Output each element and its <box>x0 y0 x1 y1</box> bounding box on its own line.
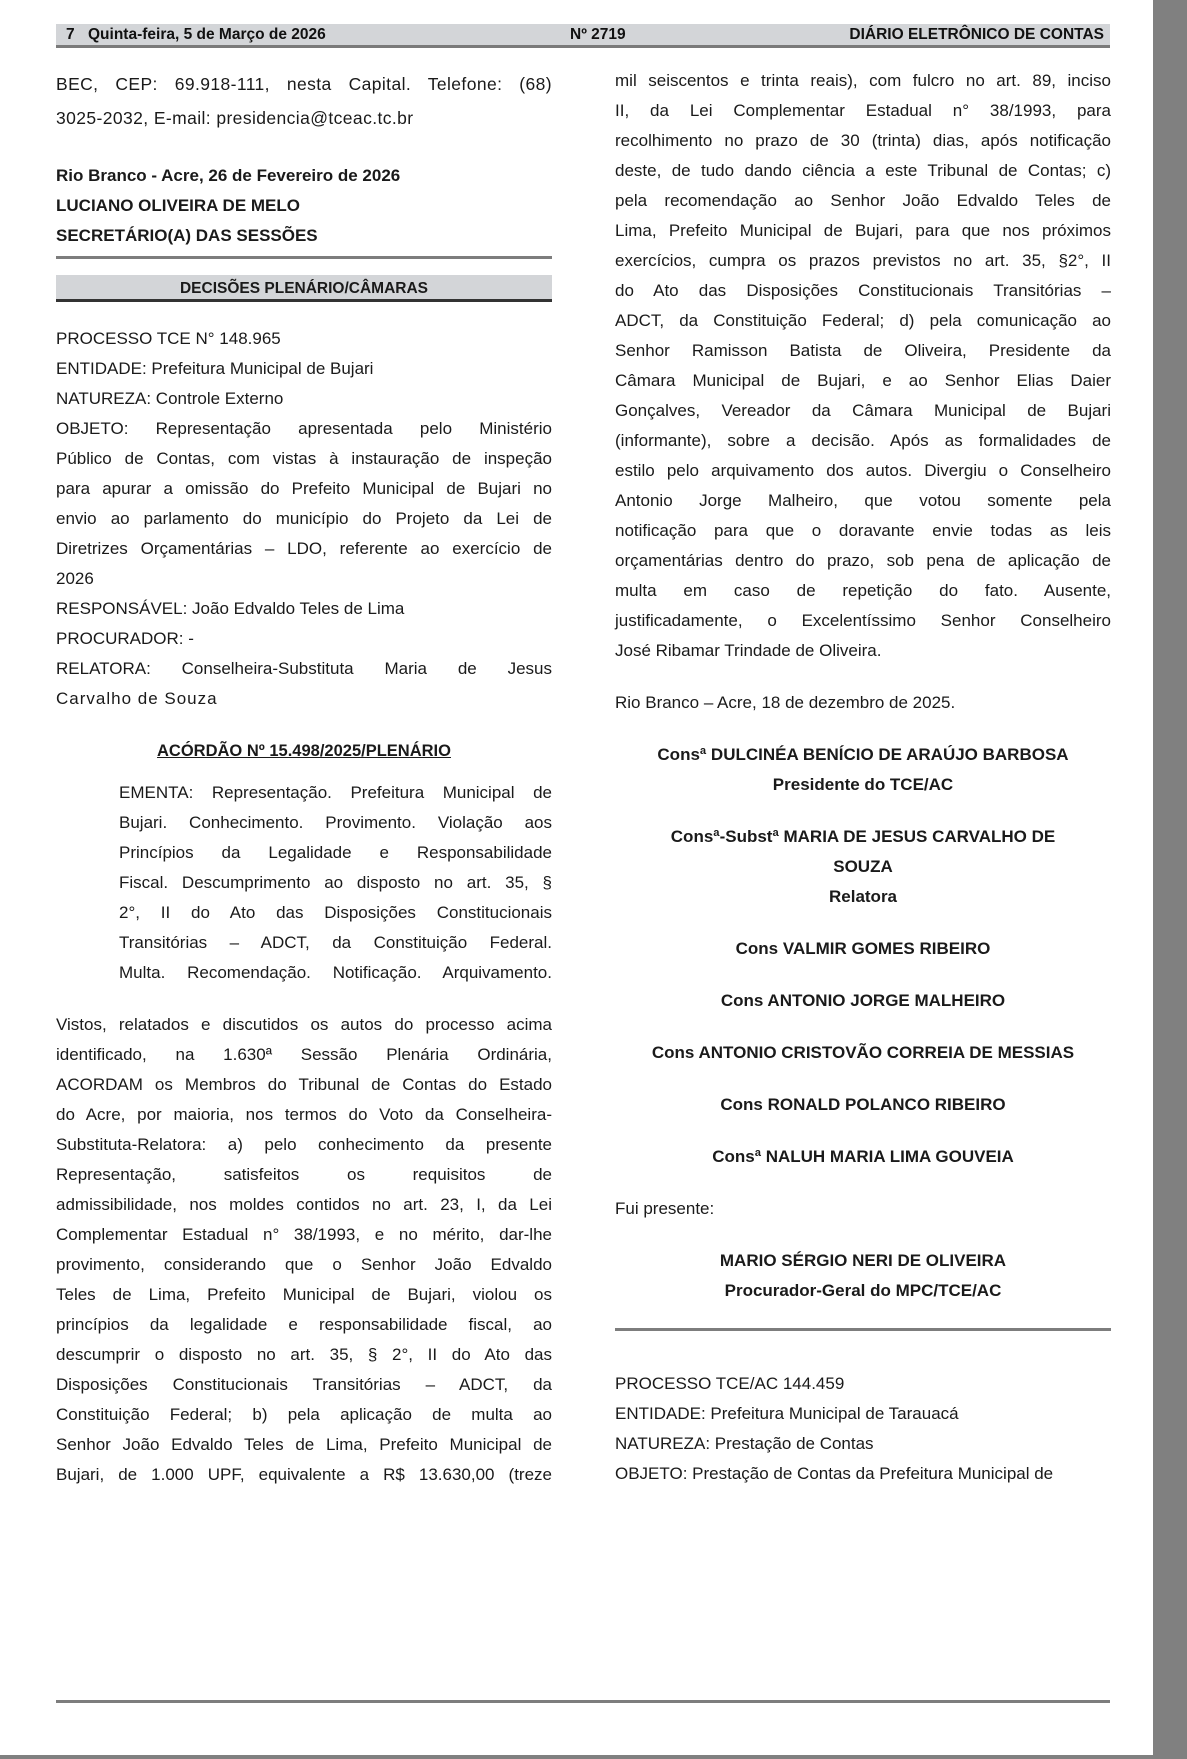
body-line: Disposições Constitucionais Transitórias – ADCT, da <box>56 1375 552 1395</box>
signoff-place-date: Rio Branco - Acre, 26 de Fevereiro de 2026 <box>56 166 401 186</box>
body-line: princípios da legalidade e responsabilidade fiscal, ao <box>56 1315 552 1335</box>
ementa-line: Transitórias – ADCT, da Constituição Federal. <box>119 933 552 953</box>
text-line: BEC, CEP: 69.918-111, nesta Capital. Telefone: (68) <box>56 74 552 94</box>
ementa-line: Multa. Recomendação. Notificação. Arquivamento. <box>119 963 552 983</box>
issue-date: Quinta-feira, 5 de Março de 2026 <box>88 25 326 43</box>
process-object-line: 2026 <box>56 569 94 589</box>
body-line: pela recomendação ao Senhor João Edvaldo Teles de <box>615 191 1111 210</box>
signatures <box>615 740 1111 1172</box>
page-number: 7 <box>66 25 75 43</box>
body-line: Bujari, de 1.000 UPF, equivalente a R$ 13.630,00 (treze <box>56 1465 552 1485</box>
present-label: Fui presente: <box>615 1199 715 1218</box>
body-line: Câmara Municipal de Bujari, e ao Senhor Elias Daier <box>615 371 1111 390</box>
body-line: deste, de tudo dando ciência a este Tribunal de Contas; c) <box>615 161 1111 180</box>
body-line: Vistos, relatados e discutidos os autos do processo acima <box>56 1015 552 1035</box>
process-rapporteur-line: Carvalho de Souza <box>56 689 218 709</box>
right-column <box>615 66 1111 1489</box>
signoff-name: LUCIANO OLIVEIRA DE MELO <box>56 196 300 216</box>
member-signature: Cons RONALD POLANCO RIBEIRO <box>720 1095 1006 1114</box>
text-line: 3025-2032, E-mail: presidencia@tceac.tc.br <box>56 107 414 128</box>
body-line: José Ribamar Trindade de Oliveira. <box>615 641 882 660</box>
body-line: mil seiscentos e trinta reais), com fulcro no art. 89, inciso <box>615 71 1111 90</box>
member-signature: Cons ANTONIO CRISTOVÃO CORREIA DE MESSIAS <box>651 1043 1075 1062</box>
president-role: Presidente do TCE/AC <box>772 775 954 794</box>
body-line: identificado, na 1.630ª Sessão Plenária Ordinária, <box>56 1045 552 1065</box>
next-process-number: PROCESSO TCE/AC 144.459 <box>615 1374 845 1393</box>
member-signature: Consª NALUH MARIA LIMA GOUVEIA <box>712 1147 1014 1166</box>
president-name: Consª DULCINÉA BENÍCIO DE ARAÚJO BARBOSA <box>657 745 1069 764</box>
body-line: recolhimento no prazo de 30 (trinta) dias, após notificação <box>615 131 1111 150</box>
contact-info <box>56 68 552 135</box>
decision-place-date: Rio Branco – Acre, 18 de dezembro de 2025. <box>615 693 956 712</box>
body-line: Complementar Estadual n° 38/1993, e no mérito, dar-lhe <box>56 1225 552 1245</box>
body-line: descumprir o disposto no art. 35, § 2°, II do Ato das <box>56 1345 552 1365</box>
page-header <box>56 24 1110 48</box>
acordao-title: ACÓRDÃO Nº 15.498/2025/PLENÁRIO <box>157 742 451 761</box>
ementa-line: Fiscal. Descumprimento ao disposto no art. 35, § <box>119 873 552 893</box>
process-object-line: para apurar a omissão do Prefeito Municipal de Bujari no <box>56 479 552 499</box>
page-footer-rule <box>56 1700 1110 1703</box>
next-process-object: OBJETO: Prestação de Contas da Prefeitura Municipal de <box>615 1464 1054 1483</box>
body-line: admissibilidade, nos moldes contidos no art. 23, I, da Lei <box>56 1195 552 1215</box>
section-title: DECISÕES PLENÁRIO/CÂMARAS <box>56 275 552 302</box>
body-line: notificação para que o doravante envie todas as leis <box>615 521 1111 540</box>
body-line: justificadamente, o Excelentíssimo Senhor Conselheiro <box>615 611 1111 630</box>
body-line: ADCT, da Constituição Federal; d) pela comunicação ao <box>615 311 1111 330</box>
process-object-line: envio ao parlamento do município do Projeto da Lei de <box>56 509 552 529</box>
ementa-line: EMENTA: Representação. Prefeitura Municipal de <box>119 783 552 803</box>
process-nature: NATUREZA: Controle Externo <box>56 389 284 409</box>
process-object-line: Público de Contas, com vistas à instauração de inspeção <box>56 449 552 469</box>
body-line: multa em caso de repetição do fato. Ausente, <box>615 581 1111 600</box>
body-line: Lima, Prefeito Municipal de Bujari, para que nos próximos <box>615 221 1111 240</box>
decision-body-continued <box>615 66 1111 666</box>
body-line: Substituta-Relatora: a) pelo conhecimento da presente <box>56 1135 552 1155</box>
process-object-line: OBJETO: Representação apresentada pelo Ministério <box>56 419 552 439</box>
rapporteur-name-cont: SOUZA <box>833 857 893 876</box>
next-process-nature: NATUREZA: Prestação de Contas <box>615 1434 874 1453</box>
next-process-entity: ENTIDADE: Prefeitura Municipal de Tarauacá <box>615 1404 959 1423</box>
prosecutor-name: MARIO SÉRGIO NERI DE OLIVEIRA <box>719 1251 1007 1270</box>
process-number: PROCESSO TCE N° 148.965 <box>56 329 281 349</box>
ementa-line: Bujari. Conhecimento. Provimento. Violação aos <box>119 813 552 833</box>
prosecutor-signature <box>615 1246 1111 1306</box>
body-line: Representação, satisfeitos os requisitos de <box>56 1165 552 1185</box>
process-info <box>56 324 552 714</box>
rapporteur-name: Consª-Substª MARIA DE JESUS CARVALHO DE <box>670 827 1056 846</box>
body-line: estilo pelo arquivamento dos autos. Divergiu o Conselheiro <box>615 461 1111 480</box>
body-line: ACORDAM os Membros do Tribunal de Contas do Estado <box>56 1075 552 1095</box>
process-rapporteur-line: RELATORA: Conselheira-Substituta Maria de Jesus <box>56 659 552 679</box>
process-responsible: RESPONSÁVEL: João Edvaldo Teles de Lima <box>56 599 405 619</box>
signoff-block <box>56 161 552 251</box>
body-line: Teles de Lima, Prefeito Municipal de Bujari, violou os <box>56 1285 552 1305</box>
edition-number: Nº 2719 <box>570 25 626 43</box>
body-line: Constituição Federal; b) pela aplicação de multa ao <box>56 1405 552 1425</box>
ementa-line: Princípios da Legalidade e Responsabilidade <box>119 843 552 863</box>
member-signature: Cons ANTONIO JORGE MALHEIRO <box>720 991 1006 1010</box>
body-line: Senhor Ramisson Batista de Oliveira, Presidente da <box>615 341 1111 360</box>
process-entity: ENTIDADE: Prefeitura Municipal de Bujari <box>56 359 374 379</box>
member-signature: Cons VALMIR GOMES RIBEIRO <box>735 939 991 958</box>
body-line: Antonio Jorge Malheiro, que votou somente pela <box>615 491 1111 510</box>
rapporteur-role: Relatora <box>828 887 898 906</box>
body-line: (informante), sobre a decisão. Após as formalidades de <box>615 431 1111 450</box>
ementa <box>56 778 552 988</box>
body-line: Gonçalves, Vereador da Câmara Municipal de Bujari <box>615 401 1111 420</box>
process-prosecutor: PROCURADOR: - <box>56 629 194 649</box>
body-line: Senhor João Edvaldo Teles de Lima, Prefeito Municipal de <box>56 1435 552 1455</box>
next-process-info <box>615 1369 1111 1489</box>
body-line: do Ato das Disposições Constitucionais Transitórias – <box>615 281 1111 300</box>
signoff-role: SECRETÁRIO(A) DAS SESSÕES <box>56 226 318 246</box>
prosecutor-role: Procurador-Geral do MPC/TCE/AC <box>724 1281 1002 1300</box>
process-object-line: Diretrizes Orçamentárias – LDO, referente ao exercício de <box>56 539 552 559</box>
left-column <box>56 68 552 1490</box>
body-line: provimento, considerando que o Senhor João Edvaldo <box>56 1255 552 1275</box>
publication-title: DIÁRIO ELETRÔNICO DE CONTAS <box>849 25 1104 43</box>
ementa-line: 2°, II do Ato das Disposições Constitucionais <box>119 903 552 923</box>
body-line: exercícios, cumpra os prazos previstos no art. 35, §2°, II <box>615 251 1111 270</box>
body-line: do Acre, por maioria, nos termos do Voto da Conselheira- <box>56 1105 552 1125</box>
decision-body <box>56 1010 552 1490</box>
body-line: II, da Lei Complementar Estadual n° 38/1993, para <box>615 101 1111 120</box>
body-line: orçamentárias dentro do prazo, sob pena de aplicação de <box>615 551 1111 570</box>
